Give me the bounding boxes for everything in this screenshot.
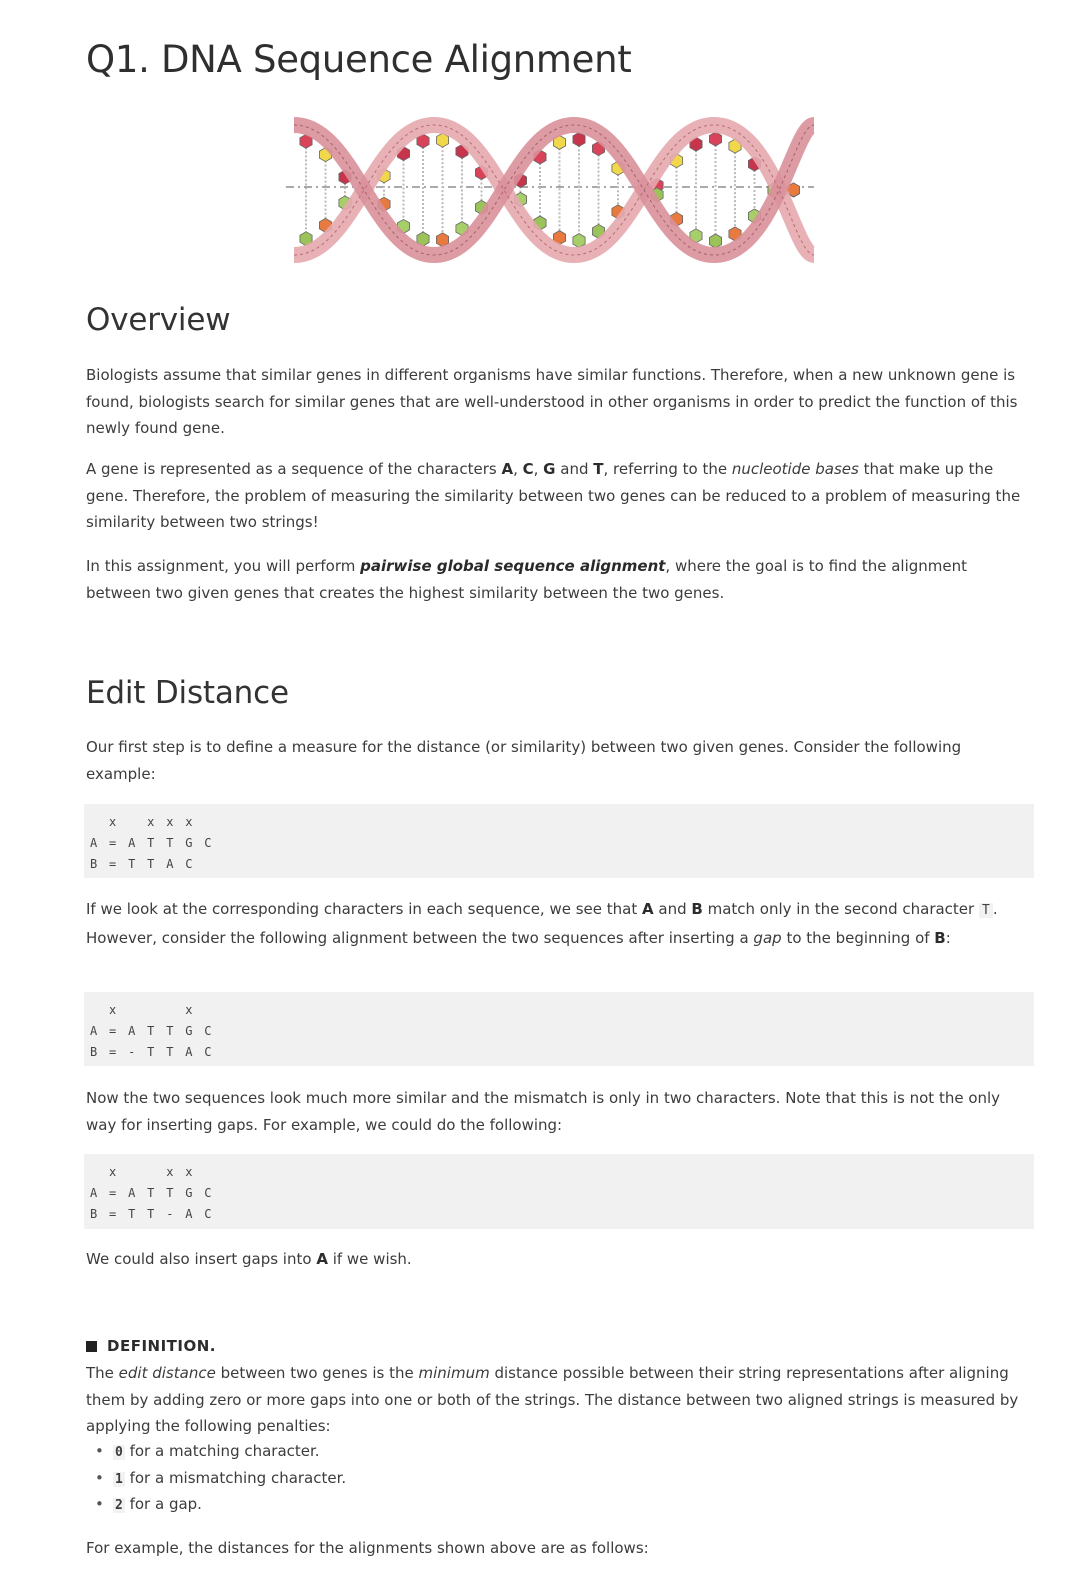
code-line: x x x x: [90, 815, 195, 829]
edit-paragraph-4: We could also insert gaps into A if we wish.: [86, 1250, 412, 1268]
code-line: A = A T T G C: [90, 1186, 214, 1200]
edit-paragraph-1: Our first step is to define a measure for the distance (or similarity) between two given genes. Consider the following example:: [86, 738, 962, 783]
code-line: x x x: [90, 1165, 195, 1179]
bullet-icon: •: [95, 1495, 104, 1513]
definition-label: DEFINITION.: [86, 1337, 216, 1355]
edit-paragraph-3: Now the two sequences look much more similar and the mismatch is only in two characters. Note that this is not the only way for inserting gaps. For example, we could do the following:: [86, 1089, 1001, 1134]
bullet-icon: •: [95, 1442, 104, 1460]
definition-paragraph: The edit distance between two genes is the minimum distance possible between their string representations after aligning them by adding zero or more gaps into one or both of the strings. The distance between two aligned strings is measured by applying the following penalties:: [86, 1364, 1019, 1435]
overview-paragraph-2: A gene is represented as a sequence of the characters A, C, G and T, referring to the nucleotide bases that make up the gene. Therefore, the problem of measuring the similarity between two genes can be reduced to a problem of measuring the similarity between two strings!: [86, 460, 1021, 531]
code-line: B = T T - A C: [90, 1207, 214, 1221]
edit-distance-heading: Edit Distance: [86, 675, 289, 711]
overview-paragraph-3: In this assignment, you will perform pairwise global sequence alignment, where the goal is to find the alignment between two given genes that creates the highest similarity between the two genes.: [86, 557, 967, 602]
code-block-example-2: [84, 992, 1034, 1066]
code-line: A = A T T G C: [90, 836, 214, 850]
code-line: B = - T T A C: [90, 1045, 214, 1059]
list-item: • 2 for a gap.: [95, 1491, 346, 1518]
overview-heading: Overview: [86, 302, 231, 338]
code-line: A = A T T G C: [90, 1024, 214, 1038]
code-line: x x: [90, 1003, 195, 1017]
code-block-example-3: [84, 1154, 1034, 1229]
page-title: Q1. DNA Sequence Alignment: [86, 38, 632, 81]
edit-paragraph-2: If we look at the corresponding characters in each sequence, we see that A and B match only in the second character T . However, consider the following alignment between the two sequences after inserting a gap to the beginning of B:: [86, 900, 998, 947]
inline-code-T: T: [979, 903, 993, 918]
dna-helix-image: [284, 105, 816, 275]
penalty-list: [95, 1438, 346, 1518]
list-item: • 0 for a matching character.: [95, 1438, 346, 1465]
bullet-icon: •: [95, 1468, 104, 1487]
code-block-example-1: [84, 804, 1034, 878]
square-bullet-icon: [86, 1341, 97, 1352]
overview-paragraph-1: Biologists assume that similar genes in different organisms have similar functions. Therefore, when a new unknown gene is found, biologists search for similar genes that are well-understood in other organisms in order to predict the function of this newly found gene.: [86, 366, 1018, 437]
definition-after-paragraph: For example, the distances for the alignments shown above are as follows:: [86, 1539, 649, 1557]
list-item: • 1 for a mismatching character.: [95, 1465, 346, 1492]
code-line: B = T T A C: [90, 857, 195, 871]
